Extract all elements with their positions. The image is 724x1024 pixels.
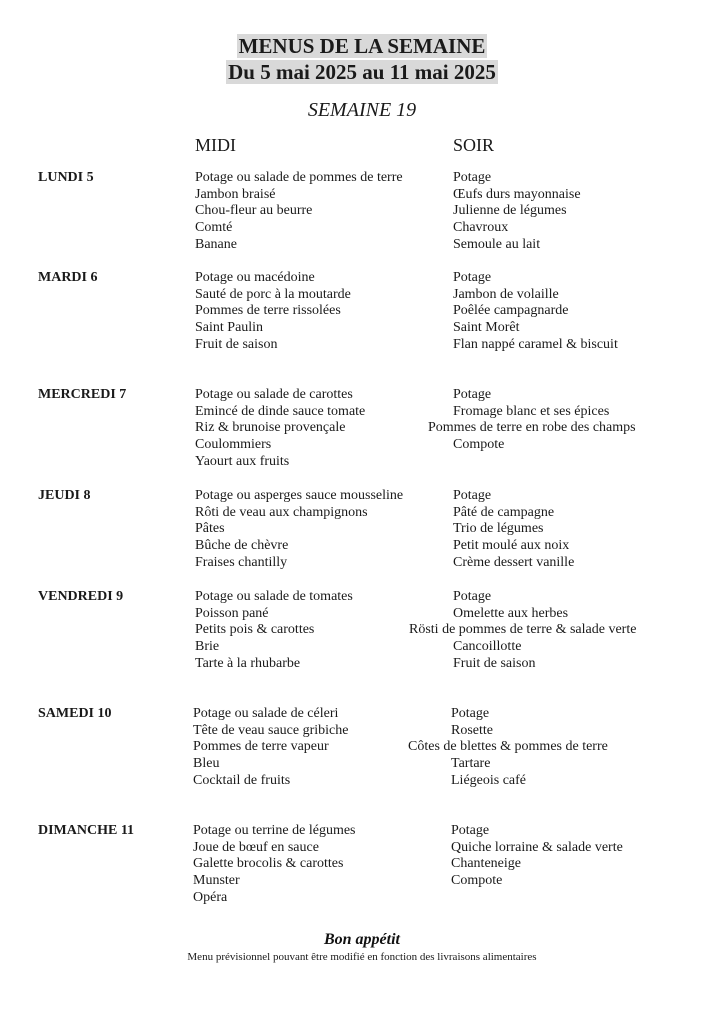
midi-dish: Saint Paulin [195, 320, 264, 336]
midi-dish: Fruit de saison [195, 336, 278, 352]
soir-dish: Petit moulé aux noix [453, 538, 570, 554]
soir-dish: Flan nappé caramel & biscuit [453, 336, 618, 352]
midi-dishes [195, 589, 353, 673]
soir-dish: Pommes de terre en robe des champs [428, 420, 636, 436]
soir-dish: Potage [453, 488, 492, 503]
soir-dishes [428, 387, 661, 454]
midi-column-header: MIDI [195, 135, 236, 155]
soir-dish: Liégeois café [451, 772, 527, 788]
week-label: SEMAINE 19 [307, 99, 417, 121]
midi-dishes [195, 488, 403, 572]
soir-dishes [453, 170, 581, 254]
midi-dish: Bûche de chèvre [195, 538, 289, 554]
soir-dish: Rosette [451, 722, 493, 738]
midi-dishes [193, 706, 348, 790]
midi-dish: Sauté de porc à la moutarde [195, 286, 351, 302]
soir-dish: Crème dessert vanille [453, 554, 575, 570]
midi-dish: Opéra [193, 889, 228, 905]
midi-dish: Potage ou salade de tomates [195, 589, 353, 604]
midi-dish: Petits pois & carottes [195, 622, 315, 638]
midi-dish: Coulommiers [195, 437, 272, 453]
midi-dish: Potage ou salade de carottes [195, 387, 353, 402]
day-label: MARDI 6 [38, 270, 98, 285]
midi-dish: Potage ou asperges sauce mousseline [195, 488, 404, 503]
midi-dish: Tête de veau sauce gribiche [193, 722, 349, 738]
day-label: SAMEDI 10 [38, 706, 112, 721]
midi-dish: Pâtes [195, 521, 225, 537]
midi-dish: Comté [195, 220, 233, 236]
soir-dish: Cancoillotte [453, 639, 522, 655]
midi-dish: Poisson pané [195, 605, 269, 621]
midi-dish: Potage ou terrine de légumes [193, 823, 356, 838]
footer-note: Menu prévisionnel pouvant être modifié en fonction des livraisons alimentaires [187, 951, 537, 963]
midi-dish: Pommes de terre vapeur [193, 739, 329, 755]
soir-dish: Potage [451, 823, 490, 838]
soir-dishes [453, 488, 574, 572]
soir-dish: Pâté de campagne [453, 504, 555, 520]
soir-dish: Trio de légumes [453, 521, 544, 537]
midi-dish: Potage ou macédoine [195, 270, 315, 285]
soir-dish: Omelette aux herbes [453, 605, 569, 621]
soir-dish: Fruit de saison [453, 655, 536, 671]
soir-dish: Potage [453, 170, 492, 185]
soir-dishes [409, 589, 680, 673]
title-line: MENUS DE LA SEMAINE [238, 34, 486, 58]
soir-dish: Fromage blanc et ses épices [453, 403, 610, 419]
soir-dish: Poêlée campagnarde [453, 303, 569, 319]
day-label: LUNDI 5 [38, 170, 94, 185]
midi-dish: Potage ou salade de céleri [193, 706, 339, 721]
midi-dishes [195, 387, 365, 471]
day-label: VENDREDI 9 [38, 589, 124, 604]
day-label: DIMANCHE 11 [38, 823, 135, 838]
midi-dish: Joue de bœuf en sauce [193, 839, 319, 855]
soir-dish: Quiche lorraine & salade verte [451, 839, 623, 855]
soir-dish: Saint Morêt [453, 320, 520, 336]
midi-dish: Chou-fleur au beurre [195, 203, 313, 219]
day-label: MERCREDI 7 [38, 387, 127, 402]
soir-dish: Côtes de blettes & pommes de terre [408, 739, 608, 755]
soir-dish: Jambon de volaille [453, 286, 559, 302]
midi-dish: Pommes de terre rissolées [195, 303, 341, 319]
midi-dishes [195, 170, 403, 254]
midi-dish: Potage ou salade de pommes de terre [195, 170, 403, 185]
midi-dish: Bleu [193, 756, 220, 772]
page-title [0, 33, 724, 85]
midi-dish: Fraises chantilly [195, 554, 288, 570]
midi-dishes [193, 823, 356, 907]
date-range: Du 5 mai 2025 au 11 mai 2025 [228, 60, 496, 84]
soir-dish: Potage [453, 270, 492, 285]
soir-dish: Compote [453, 437, 505, 453]
midi-dish: Riz & brunoise provençale [195, 420, 346, 436]
midi-dish: Brie [195, 639, 220, 655]
soir-dish: Compote [451, 873, 503, 889]
soir-dishes [453, 270, 618, 354]
soir-dish: Potage [453, 589, 492, 604]
soir-dishes [451, 823, 623, 890]
soir-dish: Rösti de pommes de terre & salade verte [409, 622, 637, 638]
soir-dish: Chavroux [453, 220, 509, 236]
soir-dish: Chanteneige [451, 856, 521, 872]
greeting: Bon appétit [323, 931, 400, 948]
midi-dish: Munster [193, 873, 240, 889]
soir-dishes [408, 706, 651, 790]
soir-column-header: SOIR [453, 135, 495, 155]
midi-dish: Jambon braisé [195, 186, 276, 202]
midi-dishes [195, 270, 351, 354]
midi-dish: Banane [195, 236, 237, 252]
midi-dish: Rôti de veau aux champignons [195, 504, 368, 520]
day-label: JEUDI 8 [38, 488, 91, 503]
soir-dish: Potage [453, 387, 492, 402]
soir-dish: Julienne de légumes [453, 203, 567, 219]
midi-dish: Yaourt aux fruits [195, 453, 290, 469]
midi-dish: Tarte à la rhubarbe [195, 655, 301, 671]
midi-dish: Emincé de dinde sauce tomate [195, 403, 366, 419]
soir-dish: Semoule au lait [453, 236, 541, 252]
midi-dish: Cocktail de fruits [193, 772, 291, 788]
midi-dish: Galette brocolis & carottes [193, 856, 344, 872]
soir-dish: Potage [451, 706, 490, 721]
soir-dish: Œufs durs mayonnaise [453, 186, 581, 202]
soir-dish: Tartare [451, 756, 491, 772]
